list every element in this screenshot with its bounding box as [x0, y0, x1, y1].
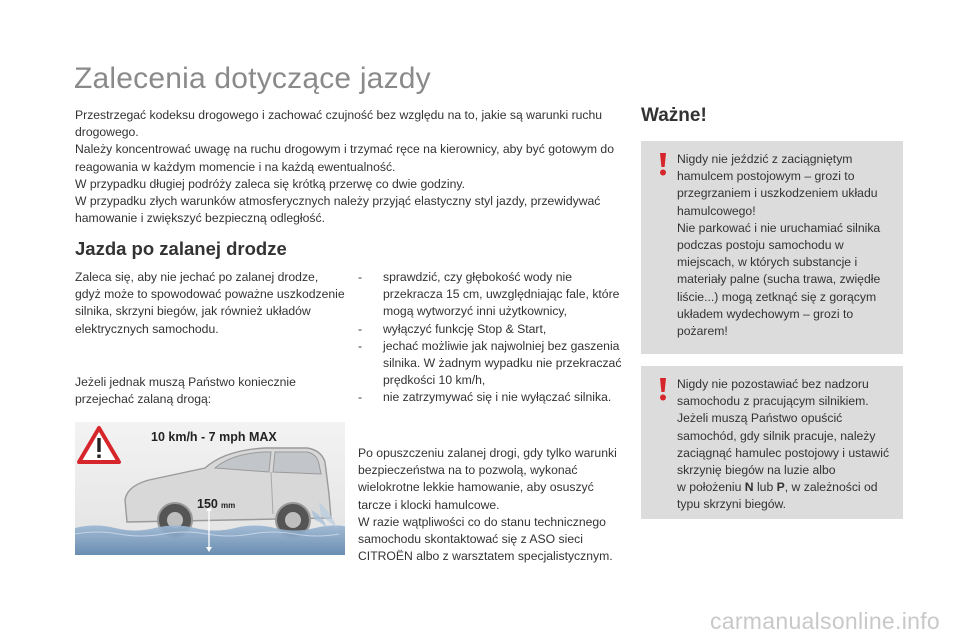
warning-text-part: w położeniu — [677, 480, 745, 495]
flooded-road-condition: Jeżeli jednak muszą Państwo koniecznie przejechać zalaną drogą: — [75, 375, 296, 407]
exclamation-icon — [651, 151, 675, 177]
watermark: carmanualsonline.info — [709, 608, 940, 634]
exclamation-icon — [651, 376, 675, 402]
warning-text: Nigdy nie jeździć z zaciągniętym hamulcem postojowym – grozi to przegrzaniem i uszkodzeniem układu hamulcowego! — [677, 152, 878, 218]
warning-text: Nigdy nie pozostawiać bez nadzoru samochodu z pracującym silnikiem. — [677, 377, 869, 409]
car-water-diagram — [75, 422, 345, 555]
warning-text — [677, 410, 899, 479]
flooded-road-steps — [358, 269, 628, 407]
intro-paragraph: W przypadku złych warunków atmosferycznych należy przyjąć elastyczny styl jazdy, przewidywać hamowanie i zwiększyć bezpieczną odległość. — [75, 194, 601, 226]
after-flood-advice — [358, 445, 628, 565]
warning-text-part: , w zależności od typu skrzyni biegów. — [677, 480, 878, 512]
intro-text — [75, 107, 620, 227]
warning-text-part: lub — [753, 480, 777, 495]
intro-paragraph: W przypadku długiej podróży zaleca się krótką przerwę co dwie godziny. — [75, 176, 465, 191]
list-item: - nie zatrzymywać się i nie wyłączać silnika. — [358, 389, 628, 406]
warning-box-handbrake — [641, 141, 903, 354]
speed-limit-label: 10 km/h - 7 mph MAX — [151, 430, 277, 444]
important-heading: Ważne! — [641, 105, 707, 126]
flooded-road-illustration — [75, 422, 345, 555]
depth-value: 150 — [197, 497, 218, 511]
warning-text-part: Jeżeli muszą Państwo opuścić samochód, gdy silnik pracuje, należy zaciągnąć hamulec postojowy i ustawić skrzynię biegów na luzie albo — [677, 411, 890, 478]
flooded-road-advice: Zaleca się, aby nie jechać po zalanej drodze, gdyż może to spowodować poważne uszkodzenie silnika, skrzyni biegów, jak również układów elektrycznych samochodu. — [75, 270, 345, 336]
after-flood-paragraph: W razie wątpliwości co do stanu technicznego samochodu skontaktować się z ASO sieci CITROËN albo z warsztatem specjalistycznym. — [358, 514, 613, 564]
page-title: Zalecenia dotyczące jazdy — [74, 62, 431, 95]
warning-text: Nie parkować i nie uruchamiać silnika podczas postoju samochodu w miejscach, w których substancje i materiały palne (sucha trawa, zwiędłe liście...) mogą zetknąć się z gorącym układem wydechowym – grozi to pożarem! — [677, 220, 881, 339]
warning-box-unattended — [641, 366, 903, 519]
gear-position-n: N — [744, 480, 754, 495]
list-item: - wyłączyć funkcję Stop & Start, — [358, 321, 628, 338]
list-item: - sprawdzić, czy głębokość wody nie przekracza 15 cm, uwzględniając fale, które mogą wytworzyć inni użytkownicy, — [358, 269, 628, 321]
after-flood-paragraph: Po opuszczeniu zalanej drogi, gdy tylko warunki bezpieczeństwa na to pozwolą, wykonać wielokrotne lekkie hamowanie, aby osuszyć tarcze i klocki hamulcowe. — [358, 446, 617, 512]
warning-text — [677, 479, 899, 513]
section-heading: Jazda po zalanej drodze — [75, 238, 287, 259]
depth-unit: mm — [221, 501, 236, 510]
intro-paragraph: Należy koncentrować uwagę na ruchu drogowym i trzymać ręce na kierownicy, aby być gotowym do reagowania w każdym momencie i na każdą ewentualność. — [75, 142, 614, 174]
intro-paragraph: Przestrzegać kodeksu drogowego i zachować czujność bez względu na to, jakie są warunki ruchu drogowego. — [75, 108, 603, 140]
gear-position-p: P — [776, 480, 785, 495]
list-item: - jechać możliwie jak najwolniej bez gaszenia silnika. W żadnym wypadku nie przekraczać prędkości 10 km/h, — [358, 338, 628, 390]
